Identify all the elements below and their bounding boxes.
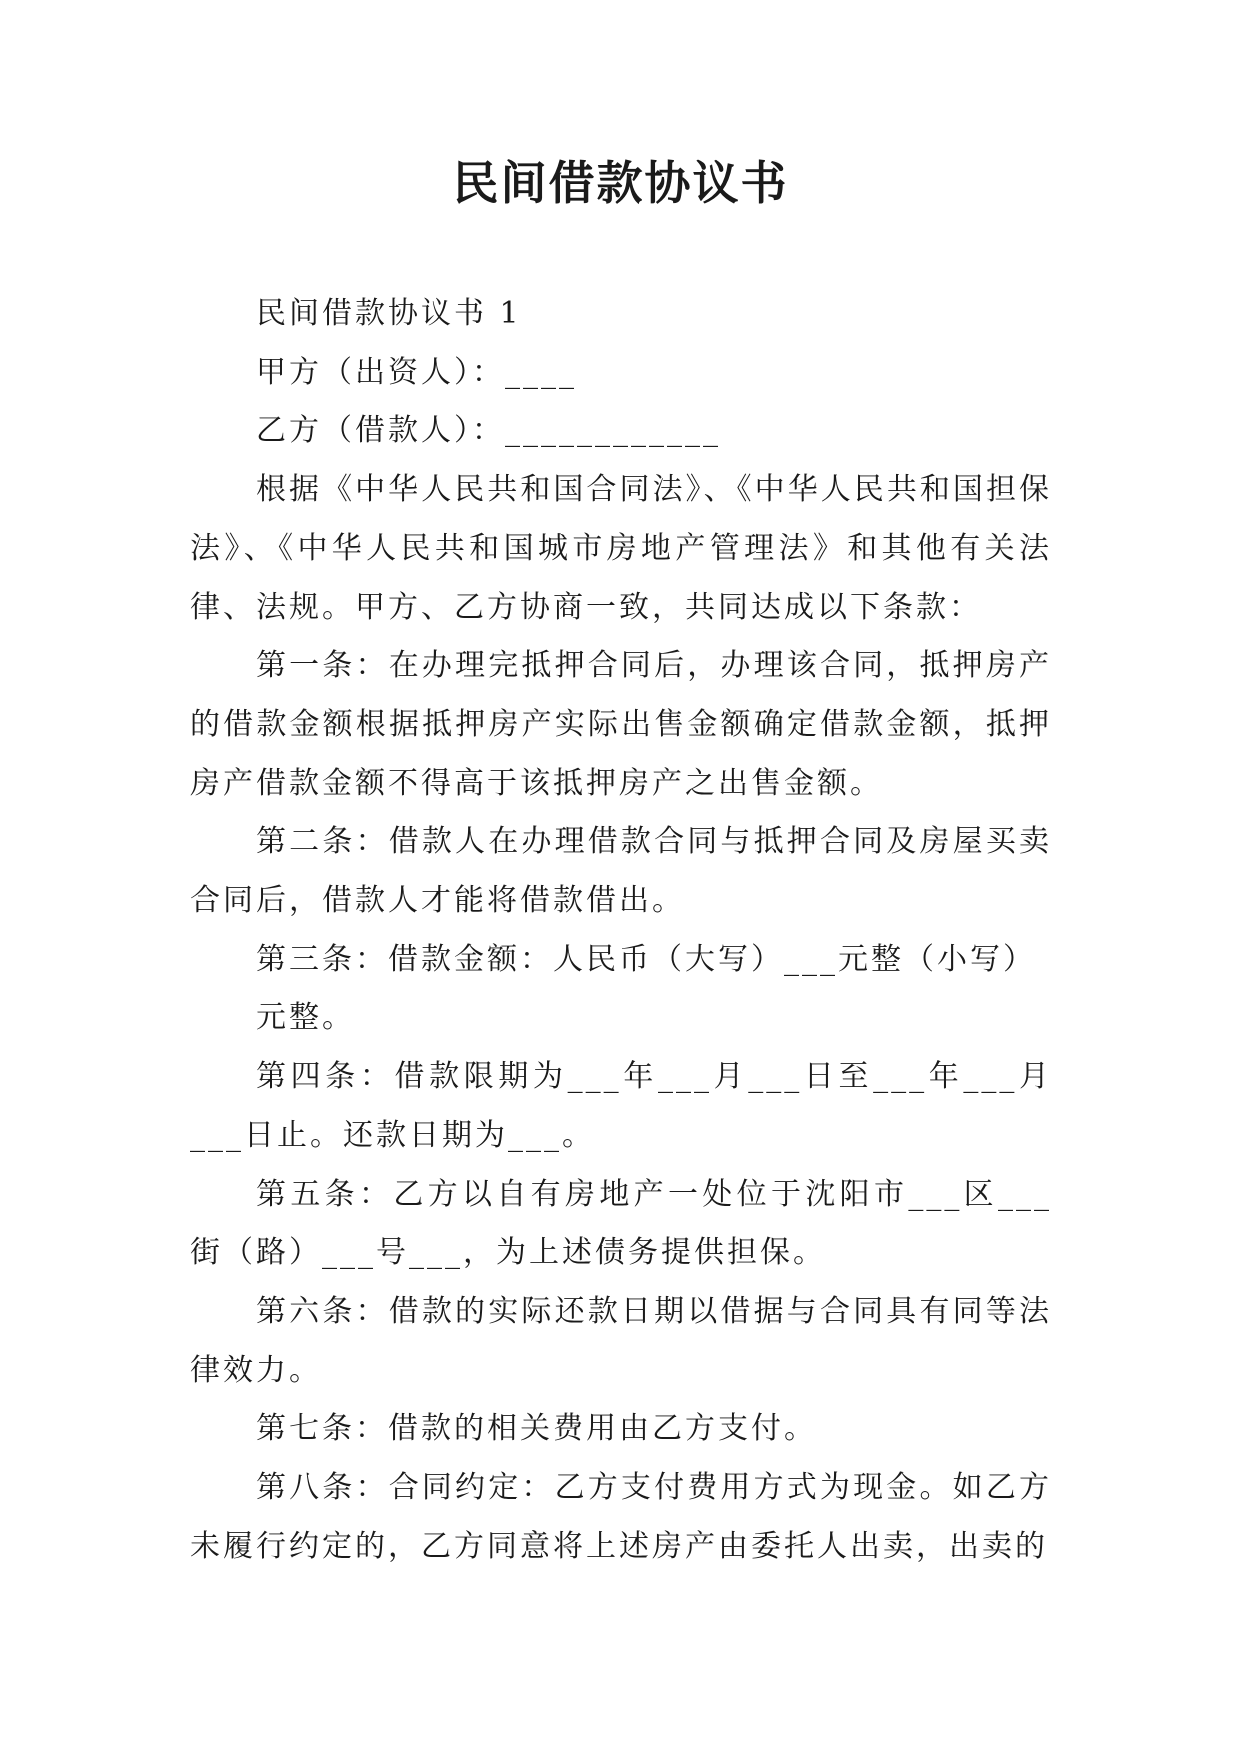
article-5-paragraph: 第五条：乙方以自有房地产一处位于沈阳市___区___街（路）___号___，为上述债务提供担保。 bbox=[190, 1176, 1052, 1271]
article-7-paragraph: 第七条：借款的相关费用由乙方支付。 bbox=[256, 1411, 817, 1447]
article-6-paragraph: 第六条：借款的实际还款日期以借据与合同具有同等法律效力。 bbox=[190, 1293, 1052, 1388]
document-body bbox=[190, 285, 1052, 1576]
preamble-paragraph: 根据《中华人民共和国合同法》、《中华人民共和国担保法》、《中华人民共和国城市房地产管理法》和其他有关法律、法规。甲方、乙方协商一致，共同达成以下条款： bbox=[190, 472, 1052, 625]
party-b-line: 乙方（借款人）：____________ bbox=[256, 413, 721, 449]
article-4-paragraph: 第四条：借款限期为___年___月___日至___年___月___日止。还款日期为___。 bbox=[190, 1059, 1052, 1153]
section-heading: 民间借款协议书 1 bbox=[256, 296, 522, 331]
article-3-continuation: 元整。 bbox=[256, 1000, 355, 1036]
article-1-paragraph: 第一条：在办理完抵押合同后，办理该合同，抵押房产的借款金额根据抵押房产实际出售金额确定借款金额，抵押房产借款金额不得高于该抵押房产之出售金额。 bbox=[190, 648, 1052, 801]
article-2-paragraph: 第二条：借款人在办理借款合同与抵押合同及房屋买卖合同后，借款人才能将借款借出。 bbox=[190, 824, 1052, 919]
article-3-paragraph: 第三条：借款金额：人民币（大写）___元整（小写） bbox=[256, 941, 1036, 977]
party-a-line: 甲方（出资人）：____ bbox=[256, 354, 577, 390]
article-8-paragraph: 第八条：合同约定：乙方支付费用方式为现金。如乙方未履行约定的，乙方同意将上述房产由委托人出卖，出卖的 bbox=[190, 1470, 1052, 1564]
document-title: 民间借款协议书 bbox=[452, 156, 789, 210]
